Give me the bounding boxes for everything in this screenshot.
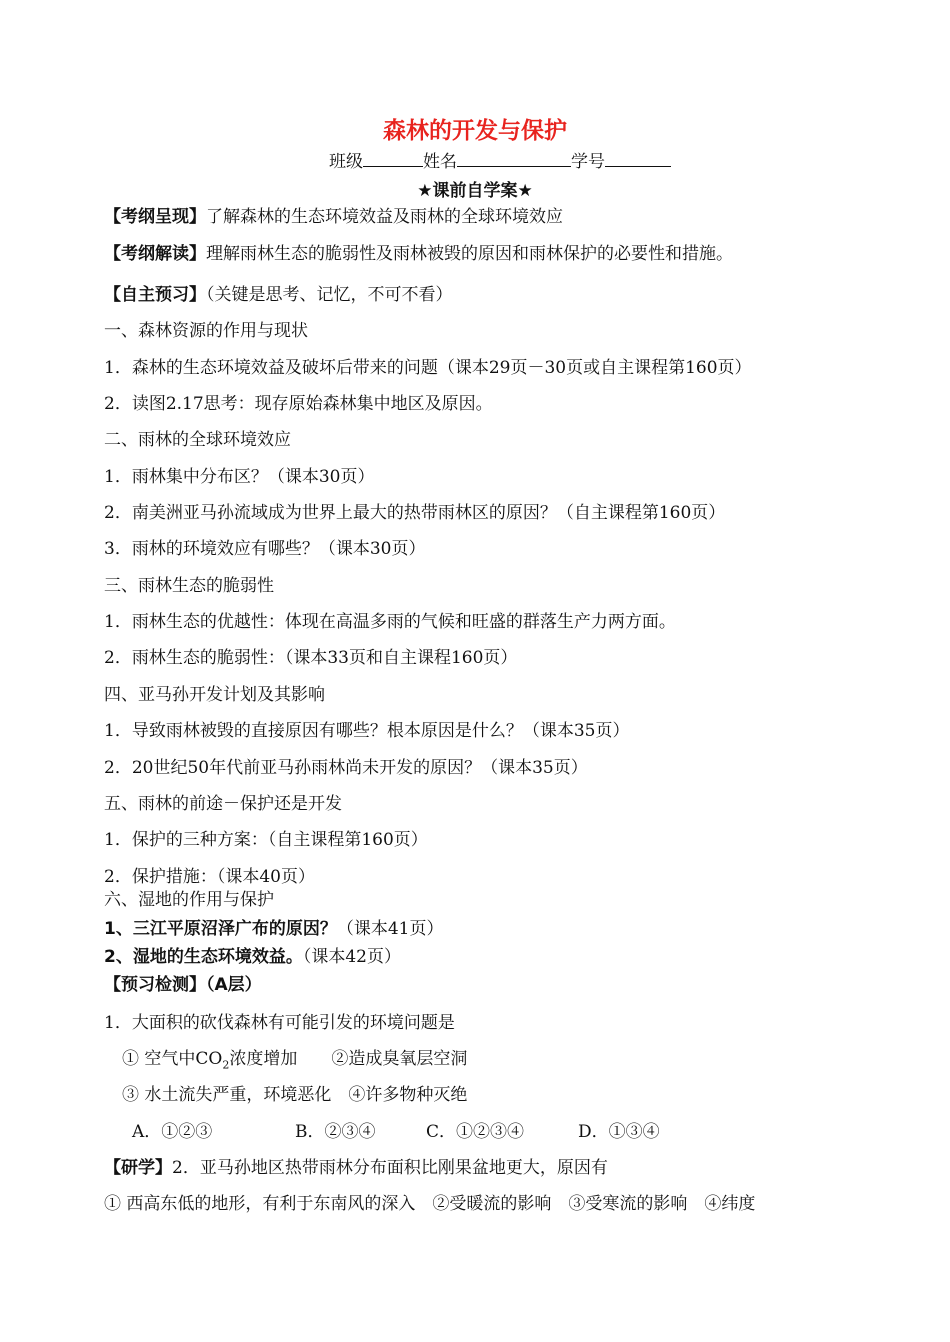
study-tag: 【研学】 — [104, 1158, 172, 1178]
outline-text: 了解森林的生态环境效益及雨林的全球环境效应 — [206, 207, 563, 227]
question-item — [104, 946, 401, 968]
check-heading: 【预习检测】（A层） — [104, 975, 262, 995]
subscript: 2 — [222, 1058, 230, 1072]
preview-tag: 【自主预习】 — [104, 285, 206, 305]
page-title: 森林的开发与保护 — [383, 118, 567, 144]
question-item: 2．雨林生态的脆弱性：（课本33页和自主课程160页） — [104, 648, 518, 668]
question-2-text: 2．亚马孙地区热带雨林分布面积比刚果盆地更大，原因有 — [172, 1158, 608, 1178]
name-blank[interactable] — [457, 150, 571, 167]
question-item — [104, 918, 443, 940]
id-label: 学号 — [571, 152, 605, 172]
outline-tag: 【考纲呈现】 — [104, 207, 206, 227]
class-label: 班级 — [329, 152, 363, 172]
question-ref: （课本42页） — [302, 947, 401, 967]
section-heading: 六、湿地的作用与保护 — [104, 890, 274, 910]
section-subtitle: ★课前自学案★ — [417, 181, 533, 201]
item-text: 浓度增加 ②造成臭氧层空洞 — [229, 1049, 468, 1069]
option-d[interactable]: D．①③④ — [578, 1122, 660, 1142]
question-1-items-a — [122, 1048, 467, 1076]
option-c[interactable]: C．①②③④ — [426, 1122, 525, 1142]
outline-line — [104, 206, 563, 228]
question-bold: 2、湿地的生态环境效益。 — [104, 947, 303, 967]
question-item: 2．读图2.17思考：现存原始森林集中地区及原因。 — [104, 394, 493, 414]
question-item: 3．雨林的环境效应有哪些？（课本30页） — [104, 539, 426, 559]
question-2 — [104, 1157, 608, 1179]
question-item: 2．南美洲亚马孙流域成为世界上最大的热带雨林区的原因？（自主课程第160页） — [104, 503, 726, 523]
name-label: 姓名 — [423, 152, 457, 172]
section-heading: 二、雨林的全球环境效应 — [104, 430, 291, 450]
question-item: 2．保护措施：（课本40页） — [104, 867, 315, 887]
question-1: 1．大面积的砍伐森林有可能引发的环境问题是 — [104, 1013, 455, 1033]
question-1-items-b: ③ 水土流失严重，环境恶化 ④许多物种灭绝 — [122, 1085, 468, 1105]
option-a[interactable]: A．①②③ — [132, 1122, 213, 1142]
question-item: 1．森林的生态环境效益及破坏后带来的问题（课本29页－30页或自主课程第160页） — [104, 358, 752, 378]
interpret-text: 理解雨林生态的脆弱性及雨林被毁的原因和雨林保护的必要性和措施。 — [206, 244, 733, 264]
question-item: 1．雨林集中分布区？（课本30页） — [104, 467, 375, 487]
question-ref: （课本41页） — [336, 919, 444, 939]
question-2-items: ① 西高东低的地形，有利于东南风的深入 ②受暖流的影响 ③受寒流的影响 ④纬度 — [104, 1194, 756, 1214]
preview-text: （关键是思考、记忆，不可不看） — [206, 285, 453, 305]
option-b[interactable]: B．②③④ — [295, 1122, 376, 1142]
item-text: ① 空气中CO — [122, 1049, 223, 1069]
question-item: 2．20世纪50年代前亚马孙雨林尚未开发的原因？（课本35页） — [104, 758, 588, 778]
student-info — [329, 150, 671, 173]
class-blank[interactable] — [363, 150, 423, 167]
id-blank[interactable] — [605, 150, 671, 167]
question-bold: 1、三江平原沼泽广布的原因？ — [104, 919, 337, 939]
interpret-line — [104, 243, 733, 265]
interpret-tag: 【考纲解读】 — [104, 244, 206, 264]
question-item: 1．雨林生态的优越性：体现在高温多雨的气候和旺盛的群落生产力两方面。 — [104, 612, 676, 632]
question-item: 1．导致雨林被毁的直接原因有哪些？根本原因是什么？（课本35页） — [104, 721, 630, 741]
section-heading: 四、亚马孙开发计划及其影响 — [104, 685, 325, 705]
question-1-options — [132, 1121, 660, 1143]
preview-line — [104, 284, 453, 306]
section-heading: 一、森林资源的作用与现状 — [104, 321, 308, 341]
section-heading: 三、雨林生态的脆弱性 — [104, 576, 274, 596]
question-item: 1．保护的三种方案：（自主课程第160页） — [104, 830, 428, 850]
section-heading: 五、雨林的前途－保护还是开发 — [104, 794, 342, 814]
